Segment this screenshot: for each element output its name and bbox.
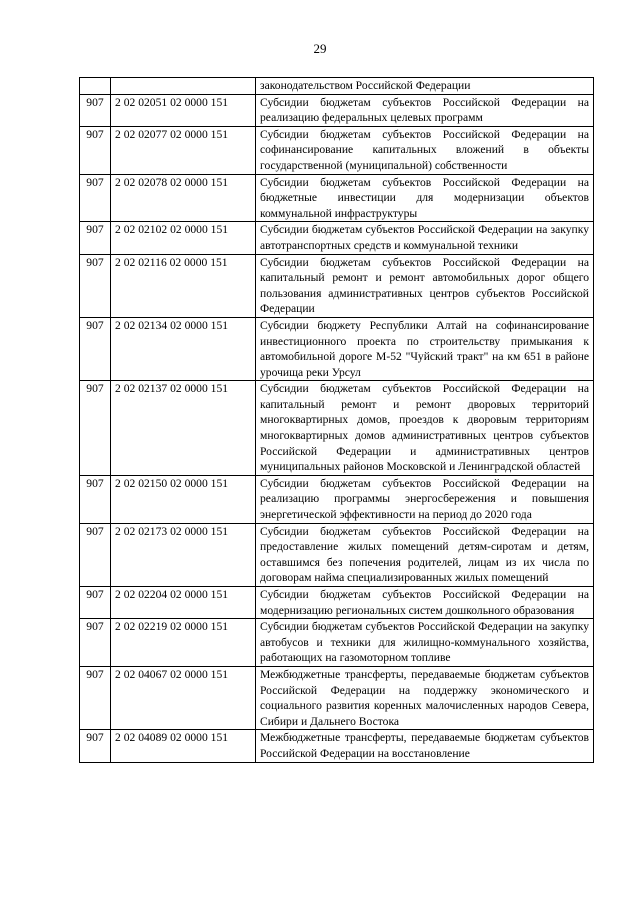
budget-code-cell: 2 02 02219 02 0000 151: [111, 619, 256, 667]
table-row: [80, 317, 594, 380]
admin-code-cell: 907: [80, 317, 111, 380]
revenue-name-cell: Субсидии бюджету Республики Алтай на софинансирование инвестиционного проекта по строительству примыкания к автомобильной дороге М-52 "Чуйский тракт" на км 651 в районе урочища реки Урсул: [256, 317, 594, 380]
table-row: [80, 619, 594, 667]
table-row: [80, 475, 594, 523]
admin-code-cell: 907: [80, 381, 111, 476]
table-row: [80, 381, 594, 476]
budget-code-cell: 2 02 02077 02 0000 151: [111, 126, 256, 174]
budget-classification-table: [79, 77, 594, 763]
budget-code-cell: [111, 78, 256, 95]
admin-code-cell: [80, 78, 111, 95]
table-row: [80, 222, 594, 254]
revenue-name-cell: Субсидии бюджетам субъектов Российской Федерации на капитальный ремонт и ремонт автомобильных дорог общего пользования административных центров субъектов Российской Федерации: [256, 254, 594, 317]
admin-code-cell: 907: [80, 94, 111, 126]
budget-code-cell: 2 02 02137 02 0000 151: [111, 381, 256, 476]
revenue-name-cell: Субсидии бюджетам субъектов Российской Федерации на предоставление жилых помещений детям-сиротам и детям, оставшимся без попечения родителей, лицам из их числа по договорам найма специализированных жилых помещений: [256, 523, 594, 586]
revenue-name-cell: Межбюджетные трансферты, передаваемые бюджетам субъектов Российской Федерации на восстановление: [256, 730, 594, 762]
admin-code-cell: 907: [80, 254, 111, 317]
budget-code-cell: 2 02 02204 02 0000 151: [111, 587, 256, 619]
table-row: [80, 126, 594, 174]
admin-code-cell: 907: [80, 666, 111, 729]
revenue-name-cell: Субсидии бюджетам субъектов Российской Федерации на капитальный ремонт и ремонт дворовых территорий многоквартирных домов, проездов к дворовым территориям многоквартирных домов административных центров субъектов Российской Федерации и административных центров муниципальных районов Московской и Ленинградской областей: [256, 381, 594, 476]
table-body: [80, 78, 594, 763]
revenue-name-cell: Субсидии бюджетам субъектов Российской Федерации на модернизацию региональных систем дошкольного образования: [256, 587, 594, 619]
budget-code-cell: 2 02 02173 02 0000 151: [111, 523, 256, 586]
revenue-name-cell: законодательством Российской Федерации: [256, 78, 594, 95]
admin-code-cell: 907: [80, 126, 111, 174]
table-row: [80, 730, 594, 762]
page-number: 29: [313, 41, 327, 56]
admin-code-cell: 907: [80, 475, 111, 523]
revenue-name-cell: Субсидии бюджетам субъектов Российской Федерации на закупку автотранспортных средств и коммунальной техники: [256, 222, 594, 254]
table-row: [80, 94, 594, 126]
admin-code-cell: 907: [80, 523, 111, 586]
admin-code-cell: 907: [80, 174, 111, 222]
admin-code-cell: 907: [80, 730, 111, 762]
admin-code-cell: 907: [80, 222, 111, 254]
budget-code-cell: 2 02 02102 02 0000 151: [111, 222, 256, 254]
revenue-name-cell: Субсидии бюджетам субъектов Российской Федерации на реализацию федеральных целевых программ: [256, 94, 594, 126]
budget-code-cell: 2 02 02150 02 0000 151: [111, 475, 256, 523]
budget-code-cell: 2 02 02134 02 0000 151: [111, 317, 256, 380]
table-row: [80, 78, 594, 95]
budget-code-cell: 2 02 04089 02 0000 151: [111, 730, 256, 762]
revenue-name-cell: Субсидии бюджетам субъектов Российской Федерации на закупку автобусов и техники для жилищно-коммунального хозяйства, работающих на газомоторном топливе: [256, 619, 594, 667]
admin-code-cell: 907: [80, 587, 111, 619]
budget-code-cell: 2 02 02051 02 0000 151: [111, 94, 256, 126]
revenue-name-cell: Межбюджетные трансферты, передаваемые бюджетам субъектов Российской Федерации на поддержку экономического и социального развития коренных малочисленных народов Севера, Сибири и Дальнего Востока: [256, 666, 594, 729]
revenue-name-cell: Субсидии бюджетам субъектов Российской Федерации на реализацию программы энергосбережения и повышения энергетической эффективности на период до 2020 года: [256, 475, 594, 523]
table-row: [80, 587, 594, 619]
admin-code-cell: 907: [80, 619, 111, 667]
budget-code-cell: 2 02 04067 02 0000 151: [111, 666, 256, 729]
revenue-name-cell: Субсидии бюджетам субъектов Российской Федерации на бюджетные инвестиции для модернизации объектов коммунальной инфраструктуры: [256, 174, 594, 222]
budget-code-cell: 2 02 02078 02 0000 151: [111, 174, 256, 222]
table-row: [80, 523, 594, 586]
table-row: [80, 174, 594, 222]
table-row: [80, 254, 594, 317]
revenue-name-cell: Субсидии бюджетам субъектов Российской Федерации на софинансирование капитальных вложений в объекты государственной (муниципальной) собственности: [256, 126, 594, 174]
table-row: [80, 666, 594, 729]
budget-code-cell: 2 02 02116 02 0000 151: [111, 254, 256, 317]
